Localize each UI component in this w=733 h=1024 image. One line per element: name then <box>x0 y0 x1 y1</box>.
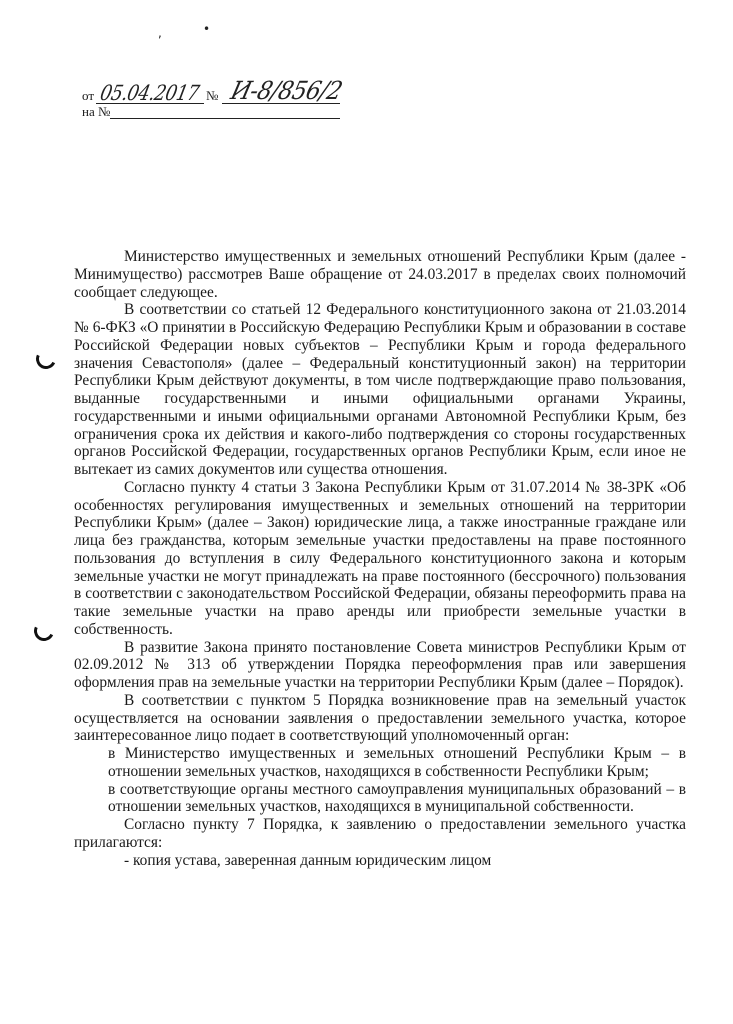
paragraph-intro: Министерство имущественных и земельных отношений Республики Крым (далее - Минимущество) рассмотрев Ваше обращение от 24.03.2017 в пределах своих полномочий сообщает следующее. <box>74 248 686 301</box>
paragraph-resolution: В развитие Закона принято постановление Совета министров Республики Крым от 02.09.2012 № 313 об утверждении Порядка переоформления прав или завершения оформления прав на земельные участки на территории Республики Крым (далее – Порядок). <box>74 638 686 691</box>
reference-on-number-row <box>82 106 402 122</box>
punch-hole-mark <box>33 346 59 372</box>
paragraph-law: Согласно пункту 4 статьи 3 Закона Республики Крым от 31.07.2014 № 38-ЗРК «Об особенностях регулирования имущественных и земельных отношений на территории Республики Крым» (далее – Закон) юридические лица, а также иностранные граждане или лица без гражданства, которым земельные участки предоставлены на праве постоянного пользования до вступления в силу Федерального конституционного закона и которым земельные участки не могут принадлежать на праве постоянного (бессрочного) пользования в соответствии с законодательством Российской Федерации, обязаны переоформить права на такие земельные участки на право аренды или приобрести земельные участки в собственность. <box>74 478 686 638</box>
paragraph-fkz: В соответствии со статьей 12 Федерального конституционного закона от 21.03.2014 № 6-ФКЗ «О принятии в Российскую Федерацию Республики Крым и образовании в составе Российской Федерации новых субъектов – Республики Крым и города федерального значения Севастополя» (далее – Федеральный конституционный закон) на территории Республики Крым действуют документы, в том числе подтверждающие право пользования, выданные государственными и иными официальными органами Украины, государственными и иными официальными органами Автономной Республики Крым, без ограничения срока их действия и какого-либо подтверждения со стороны государственных органов Российской Федерации, государственных органов Республики Крым, если иное не вытекает из самих документов или существа отношения. <box>74 301 686 478</box>
outgoing-reference-block <box>82 76 402 122</box>
on-number-line <box>110 118 340 119</box>
scan-speck: , <box>158 26 162 40</box>
punch-hole-mark <box>31 618 57 644</box>
scan-speck: • <box>203 22 211 36</box>
attachment-item: - копия устава, заверенная данным юридическим лицом <box>124 851 492 869</box>
number-label: № <box>206 88 219 103</box>
from-label: от <box>82 88 95 103</box>
on-number-label: на № <box>82 104 111 119</box>
list-item: в соответствующие органы местного самоуправления муниципальных образований – в отношении земельных участков, находящихся в муниципальной собственности. <box>108 780 686 816</box>
paragraph-attachments: Согласно пункту 7 Порядка, к заявлению о предоставлении земельного участка прилагаются: <box>74 816 686 851</box>
paragraph-procedure: В соответствии с пунктом 5 Порядка возникновение прав на земельный участок осуществляется на основании заявления о предоставлении земельного участка, которое заинтересованное лицо подает в соответствующий уполномоченный орган: <box>74 691 686 745</box>
handwritten-date: 05.04.2017 <box>98 81 202 105</box>
letter-body <box>74 248 686 869</box>
handwritten-number: И-8/856/2 <box>228 76 346 105</box>
reference-date-number-row <box>82 76 402 106</box>
list-item: в Министерство имущественных и земельных отношений Республики Крым – в отношении земельных участков, находящихся в собственности Республики Крым; <box>108 745 686 780</box>
